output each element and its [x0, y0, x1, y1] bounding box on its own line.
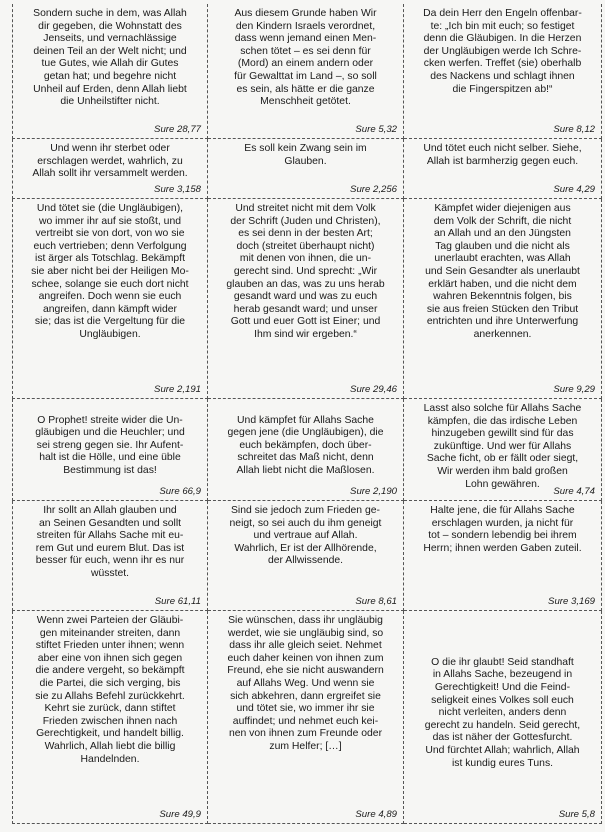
quote-text: Und tötet euch nicht selber. Siehe, Allah ist barmherzig gegen euch. [423, 143, 582, 167]
quote-text: Wenn zwei Parteien der Gläubi- gen miteinander streiten, dann stiftet Frieden unter ihnen; wenn aber eine von ihnen sich gegen die andere vergeht, so bekämpft die Partei, die sich verging, bis sie zu Allahs Befehl zurückkehrt. Kehrt sie zurück, dann stiftet Frieden zwischen ihnen nach Gerechtigkeit, und handelt billig. Wahrlich, Allah liebt die billig Handelnden. [35, 615, 185, 765]
sura-reference: Sure 4,89 [355, 809, 397, 820]
quote-card [208, 399, 404, 501]
quote-card [404, 4, 602, 139]
quote-card [404, 199, 602, 399]
quote-text: Aus diesem Grunde haben Wir den Kindern Israels verordnet, dass wenn jemand einen Men- schen tötet – es sei denn für (Mord) an einem andern oder für Gewalttat im Land –, so soll es sein, als hätte er die ganze Menschheit getötet. [234, 8, 377, 108]
quote-card [12, 199, 208, 399]
quote-text: Halte jene, die für Allahs Sache erschlagen wurden, ja nicht für tot – sondern lebendig bei ihrem Herrn; ihnen werden Gaben zuteil. [423, 505, 582, 554]
quote-text: Und tötet sie (die Ungläubigen), wo immer ihr auf sie stoßt, und vertreibt sie von dort, von wo sie euch vertrieben; denn Verfolgung ist ärger als Totschlag. Bekämpft sie aber nicht bei der Heiligen Mo- schee, solange sie euch dort nicht angreifen. Doch wenn sie euch angreifen, dann kämpft wider sie; das ist die Vergeltung für die Ungläubigen. [31, 203, 189, 340]
quote-card [208, 4, 404, 139]
sura-reference: Sure 61,11 [154, 596, 201, 607]
sura-reference: Sure 2,256 [350, 184, 397, 195]
quote-card [208, 611, 404, 824]
sura-reference: Sure 2,190 [350, 486, 397, 497]
quote-card [208, 199, 404, 399]
quote-card [404, 611, 602, 824]
sura-reference: Sure 4,74 [553, 486, 595, 497]
quote-card-grid [12, 4, 602, 824]
sura-reference: Sure 28,77 [154, 124, 201, 135]
sura-reference: Sure 8,61 [355, 596, 397, 607]
sura-reference: Sure 3,169 [548, 596, 595, 607]
sura-reference: Sure 5,32 [355, 124, 397, 135]
quote-card [404, 139, 602, 199]
quote-text: Da dein Herr den Engeln offenbar- te: „Ich bin mit euch; so festiget denn die Gläubigen. In die Herzen der Ungläubigen werde Ich Schre- cken werfen. Treffet (sie) oberhalb des Nackens und schlagt ihnen die Fingerspitzen ab!“ [423, 8, 582, 95]
quote-card [404, 501, 602, 611]
quote-text: Es soll kein Zwang sein im Glauben. [244, 143, 367, 167]
sura-reference: Sure 5,8 [558, 809, 595, 820]
quote-text: Lasst also solche für Allahs Sache kämpfen, die das irdische Leben hinzugeben gewillt sind für das zukünftige. Und wer für Allahs Sache ficht, ob er fällt oder siegt, Wir werden ihm bald großen Lohn gewähren. [423, 403, 582, 490]
quote-text: Kämpfet wider diejenigen aus dem Volk der Schrift, die nicht an Allah und an den Jüngsten Tag glauben und die nicht als unerlaubt erachten, was Allah und Sein Gesandter als unerlaubt erklärt haben, und die nicht dem wahren Bekenntnis folgen, bis sie aus freien Stücken den Tribut entrichten und ihre Unterwerfung anerkennen. [425, 203, 580, 340]
sura-reference: Sure 49,9 [159, 809, 201, 820]
quote-text: Und kämpfet für Allahs Sache gegen jene (die Ungläubigen), die euch bekämpfen, doch über- schreitet das Maß nicht, denn Allah liebt nicht die Maßlosen. [227, 414, 384, 476]
quote-card [12, 501, 208, 611]
sura-reference: Sure 9,29 [553, 384, 595, 395]
quote-card [208, 139, 404, 199]
quote-text: O Prophet! streite wider die Un- gläubigen und die Heuchler; und sei streng gegen sie. Ihr Aufent- halt ist die Hölle, und eine üble Bestimmung ist das! [35, 414, 185, 476]
quote-text: Und wenn ihr sterbet oder erschlagen werdet, wahrlich, zu Allah sollt ihr versammelt werden. [32, 143, 188, 180]
sura-reference: Sure 8,12 [553, 124, 595, 135]
sura-reference: Sure 29,46 [350, 384, 397, 395]
quote-text: Sie wünschen, dass ihr ungläubig werdet, wie sie ungläubig sind, so dass ihr alle gleich seiet. Nehmet euch daher keinen von ihnen zum Freund, ehe sie nicht auswandern auf Allahs Weg. Und wenn sie sich abkehren, dann ergreifet sie und tötet sie, wo immer ihr sie auffindet; und nehmet euch kei- nen von ihnen zum Freunde oder zum Helfer; […] [227, 615, 384, 752]
quote-card [12, 399, 208, 501]
quote-card [208, 501, 404, 611]
quote-text: Ihr sollt an Allah glauben und an Seinen Gesandten und sollt streiten für Allahs Sache mit eu- rem Gut und eurem Blut. Das ist besser für euch, wenn ihr es nur wüsstet. [35, 505, 185, 579]
quote-text: Sind sie jedoch zum Frieden ge- neigt, so sei auch du ihm geneigt und vertraue auf Allah. Wahrlich, Er ist der Allhörende, der Allwissende. [229, 505, 382, 567]
quote-text: Und streitet nicht mit dem Volk der Schrift (Juden und Christen), es sei denn in der besten Art; doch (streitet überhaupt nicht) mit denen von ihnen, die un- gerecht sind. Und sprecht: „Wir glauben an das, was zu uns herab gesandt ward und was zu euch herab gesandt ward; und unser Gott und euer Gott ist Einer; und Ihm sind wir ergeben.“ [226, 203, 385, 340]
sura-reference: Sure 2,191 [154, 384, 201, 395]
quote-card [12, 4, 208, 139]
quote-card [12, 139, 208, 199]
sura-reference: Sure 4,29 [553, 184, 595, 195]
sura-reference: Sure 3,158 [154, 184, 201, 195]
quote-card [404, 399, 602, 501]
quote-text: Sondern suche in dem, was Allah dir gegeben, die Wohnstatt des Jenseits, und vernachlässige deinen Teil an der Welt nicht; und tue Gutes, wie Allah dir Gutes getan hat; und begehre nicht Unheil auf Erden, denn Allah liebt die Unheilstifter nicht. [33, 8, 187, 108]
quote-text: O die ihr glaubt! Seid standhaft in Allahs Sache, bezeugend in Gerechtigkeit! Und die Feind- seligkeit eines Volkes soll euch nicht verleiten, anders denn gerecht zu handeln. Seid gerecht, das ist näher der Gottesfurcht. Und fürchtet Allah; wahrlich, Allah ist kundig eures Tuns. [424, 656, 581, 769]
sura-reference: Sure 66,9 [159, 486, 201, 497]
quote-card [12, 611, 208, 824]
